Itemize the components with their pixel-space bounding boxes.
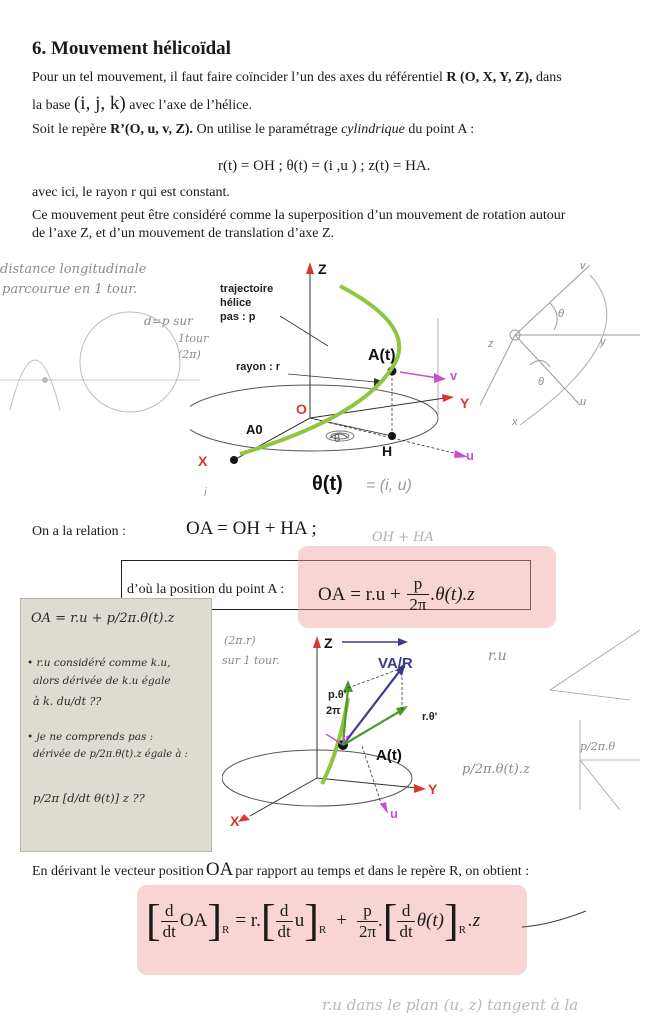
v-label-z: Z <box>324 635 333 651</box>
v-label-u: u <box>390 806 398 821</box>
paragraph-2 <box>32 120 474 139</box>
v-label-2pi: 2π <box>326 705 341 717</box>
label-o: O <box>296 401 307 417</box>
final-frac-d <box>161 901 178 942</box>
helix-diagram <box>190 258 490 503</box>
note-line3: alors dérivée de k.u égale <box>33 675 171 687</box>
position-end: .θ(t).z <box>430 583 475 605</box>
v-label-var: VA/R <box>378 655 413 672</box>
position-fraction <box>407 574 428 615</box>
final-frac-d3 <box>397 901 414 942</box>
final-frac-p <box>357 901 378 942</box>
svg-text:θ: θ <box>538 376 544 388</box>
para1-text-c: dans <box>532 70 562 85</box>
hand-note-dp2: 1tour <box>178 332 209 345</box>
hand-ru: r.u <box>488 648 507 664</box>
hand-note-dp3: (2π) <box>178 348 201 361</box>
para2-a: Soit le repère <box>32 122 111 137</box>
note-line5: • je ne comprends pas : <box>27 731 154 743</box>
hand-mid1: (2π.r) <box>224 634 256 647</box>
final-d2-num: d <box>276 901 293 922</box>
final-oa: OA <box>179 910 208 931</box>
label-a0: A0 <box>246 422 263 437</box>
label-y: Y <box>460 395 470 411</box>
final-frac-d2 <box>276 901 293 942</box>
position-label: d’où la position du point A : <box>127 582 285 597</box>
para1-text-base-b: avec l’axe de l’hélice. <box>125 98 253 113</box>
position-lhs: OA <box>318 583 346 605</box>
final-p-num: p <box>357 901 378 922</box>
final-r1: R <box>222 924 230 936</box>
paragraph-1-line1 <box>32 68 642 87</box>
para1-text-a: Pour un tel mouvement, il faut faire coïncider l’un des axes du référentiel <box>32 70 447 85</box>
para2-cyl: cylindrique <box>341 122 405 137</box>
final-d3-den: dt <box>399 921 413 941</box>
note-line1: OA = r.u + p/2π.θ(t).z <box>31 611 175 626</box>
final-z: z <box>472 910 481 931</box>
svg-text:y: y <box>600 336 606 348</box>
label-rayon: rayon : r <box>236 361 281 373</box>
v-label-at: A(t) <box>376 747 402 764</box>
deriv-text-b: par rapport au temps et dans le repère R, on obtient : <box>235 864 530 879</box>
section-title: 6. Mouvement hélicoïdal <box>32 38 231 59</box>
final-r3: R <box>458 924 466 936</box>
label-trajectoire: trajectoire <box>220 283 274 295</box>
paragraph-3: avec ici, le rayon r qui est constant. <box>32 185 230 200</box>
hand-mid2: sur 1 tour. <box>222 654 280 667</box>
v-label-rtheta: r.θ' <box>422 711 438 723</box>
relation-label: On a la relation : <box>32 524 127 539</box>
paragraph-4-line2: de l’axe Z, et d’un mouvement de translation d’axe Z. <box>32 226 335 241</box>
para1-text-base-a: la base <box>32 98 74 113</box>
svg-text:z: z <box>488 338 494 350</box>
velocity-diagram <box>222 628 472 833</box>
note-line4: à k. du/dt ?? <box>33 695 102 708</box>
hand-note-distance: distance longitudinale <box>0 262 147 277</box>
final-plus: + <box>336 910 347 931</box>
note-line2: • r.u considéré comme k.u, <box>27 657 171 669</box>
derivation-sentence <box>32 860 529 881</box>
label-at: A(t) <box>368 347 396 364</box>
deriv-text-a: En dérivant le vecteur position <box>32 864 204 879</box>
hand-pz: p/2π.θ(t).z <box>462 762 530 777</box>
deriv-vec: OA <box>205 859 234 880</box>
note-line6: dérivée de p/2π.θ(t).z égale à : <box>33 749 188 760</box>
hand-rz: p/2π.θ <box>580 740 616 753</box>
pencil-sketch-right <box>520 620 653 820</box>
svg-text:v: v <box>580 260 586 272</box>
label-v: v <box>450 368 458 383</box>
para2-ref: R’(O, u, v, Z). <box>110 122 193 137</box>
hand-bottom: r.u dans le plan (u, z) tangent à la <box>322 996 579 1014</box>
v-label-x: X <box>230 813 240 829</box>
final-p-den: 2π <box>358 921 377 941</box>
final-d3-num: d <box>397 901 414 922</box>
hand-relation-note: OH + HA <box>372 530 434 545</box>
final-d-num: d <box>161 901 178 922</box>
pencil-sketch-helix <box>0 300 200 420</box>
position-equation <box>318 574 475 615</box>
relation-equation: OA = OH + HA ; <box>186 518 317 539</box>
final-u: u <box>294 910 305 931</box>
y-axis <box>310 398 445 418</box>
pencil-sketch-axes <box>480 255 650 430</box>
label-theta-small: θ <box>334 433 341 445</box>
base-ellipse <box>190 385 438 451</box>
hand-lambda: i <box>204 485 207 499</box>
handwritten-note-card <box>20 598 212 852</box>
label-u: u <box>466 448 474 463</box>
base-vectors: (i, j, k) <box>73 93 126 114</box>
svg-text:u: u <box>580 396 587 408</box>
frac-den: 2π <box>409 595 427 614</box>
v-label-ptheta: p.θ' <box>328 689 347 701</box>
svg-text:θ: θ <box>558 308 564 320</box>
position-mid: = r.u + <box>345 583 406 605</box>
hand-note-parcourue: parcourue en 1 tour. <box>2 282 138 297</box>
equation-cylindrical: r(t) = OH ; θ(t) = (i ,u ) ; z(t) = HA. <box>218 158 431 174</box>
label-helice: hélice <box>220 297 252 309</box>
final-eq-r: = r. <box>235 910 261 931</box>
label-theta-t: θ(t) <box>312 473 343 495</box>
para2-c: On utilise le paramétrage <box>192 122 342 137</box>
label-h: H <box>382 443 393 459</box>
v-label-v: v <box>342 731 349 745</box>
final-theta: θ(t) <box>416 910 444 931</box>
paragraph-1-line2 <box>32 94 252 115</box>
final-d-den: dt <box>162 921 176 941</box>
frac-num: p <box>407 574 428 595</box>
final-equation: [ $\frac{d}{dt}$ OA ] R = r. [ $\frac{d}{dt}$ u ] R + $\frac{p}{2\pi}$ . [ $\frac{d}{dt}$ θ(t) ] R . z <box>146 896 481 945</box>
final-d2-den: dt <box>277 921 291 941</box>
label-z: Z <box>318 261 327 277</box>
final-r2: R <box>318 924 327 936</box>
hand-note-dp1: d=p sur <box>144 314 193 328</box>
v-label-y: Y <box>428 781 438 797</box>
label-pas: pas : p <box>220 311 256 323</box>
para2-e: du point A : <box>404 122 475 137</box>
pencil-curve-end <box>520 905 590 935</box>
para1-ref: R (O, X, Y, Z), <box>446 70 533 85</box>
label-x: X <box>198 453 208 469</box>
svg-text:x: x <box>512 416 518 428</box>
note-line7: p/2π [d/dt θ(t)] z ?? <box>33 791 145 805</box>
paragraph-4-line1: Ce mouvement peut être considéré comme la superposition d’un mouvement de rotation autour <box>32 208 566 223</box>
hand-theta-def: = (i, u) <box>366 477 412 494</box>
